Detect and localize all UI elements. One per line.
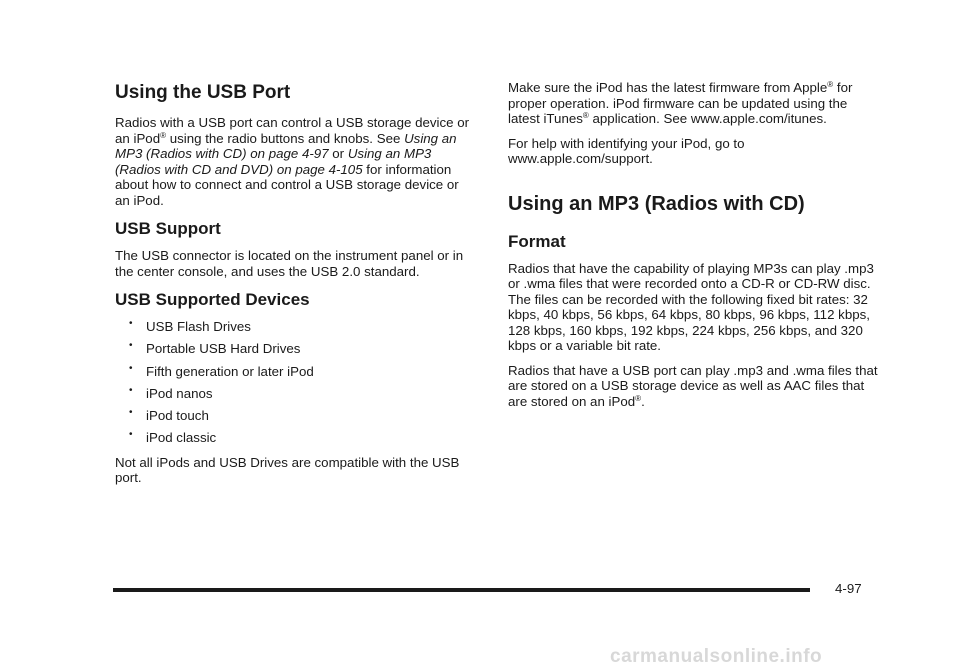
list-item-text: iPod nanos [146,385,213,401]
list-item [115,341,475,357]
list-item-text: Portable USB Hard Drives [146,341,301,357]
cross-reference-mp3-cd-dvd[interactable]: Using an MP3 (Radios with CD and DVD) on page 4‑105 [115,146,432,177]
page-number: 4-97 [835,581,862,596]
list-item-text: USB Flash Drives [146,319,251,334]
right-column [508,80,880,418]
text: Radios with a USB port can control a USB storage device or an iPod [115,115,470,146]
text: application. See www.apple.com/itunes. [588,111,827,126]
bullet-icon: • [129,340,133,352]
watermark: carmanualsonline.info [610,646,823,667]
registered-mark: ® [160,130,167,140]
text: for information about how to connect and control a USB storage device or an iPod. [115,161,459,208]
text: or [328,146,348,161]
bullet-icon: • [129,384,133,396]
heading-usb-supported-devices: USB Supported Devices [115,290,310,309]
bullet-icon: • [129,318,133,329]
heading-format: Format [508,231,566,251]
registered-mark: ® [582,111,589,120]
supported-devices-list [115,319,475,446]
text: Radios that have a USB port can play .mp3 and .wma files that are stored on a USB storage device as well as AAC files that are stored on an iPod [508,362,878,409]
registered-mark: ® [635,393,642,403]
paragraph-bit-rates: Radios that have the capability of playing MP3s can play .mp3 or .wma files that were recorded onto a CD-R or CD-RW disc. The files can be recorded with the following fixed bit rates: 32 kbps, 40 kbps, 56 kbps, 64 kbps, 80 kbps, 96 kbps, 112 kbps, 128 kbps, 160 kbps, 192 kbps, 224 kbps, 256 kbps, and 320 kbps or a variable bit rate. [508,260,874,353]
footer-rule [113,588,810,592]
list-item [115,319,475,335]
list-item-text: iPod classic [146,430,217,446]
list-item-text: Fifth generation or later iPod [146,363,314,379]
paragraph-compatibility-note: Not all iPods and USB Drives are compatible with the USB port. [115,454,460,486]
heading-using-usb-port: Using the USB Port [115,82,291,103]
text: Make sure the iPod has the latest firmware from Apple [508,80,828,95]
text: . [641,393,645,409]
left-column [115,80,475,495]
paragraph-firmware [508,80,880,127]
paragraph-usb-support: The USB connector is located on the instrument panel or in the center console, and uses the USB 2.0 standard. [115,248,464,279]
bullet-icon: • [129,429,133,441]
list-item-text: iPod touch [146,408,209,424]
registered-mark: ® [827,80,834,89]
heading-usb-support: USB Support [115,219,221,238]
bullet-icon: • [129,362,133,374]
list-item [115,408,475,424]
paragraph-usb-intro [115,115,475,208]
text: for proper operation. iPod firmware can be updated using the latest iTunes [508,80,853,126]
cross-reference-mp3-cd[interactable]: Using an MP3 (Radios with CD) on page 4‑97 [115,130,457,161]
paragraph-usb-formats [508,363,880,410]
list-item [115,364,475,380]
list-item [115,386,475,402]
heading-using-mp3: Using an MP3 (Radios with CD) [508,192,805,215]
list-item [115,430,475,446]
paragraph-support-link: For help with identifying your iPod, go to www.apple.com/support. [508,135,745,166]
bullet-icon: • [129,407,133,419]
text: using the radio buttons and knobs. See [166,130,405,146]
